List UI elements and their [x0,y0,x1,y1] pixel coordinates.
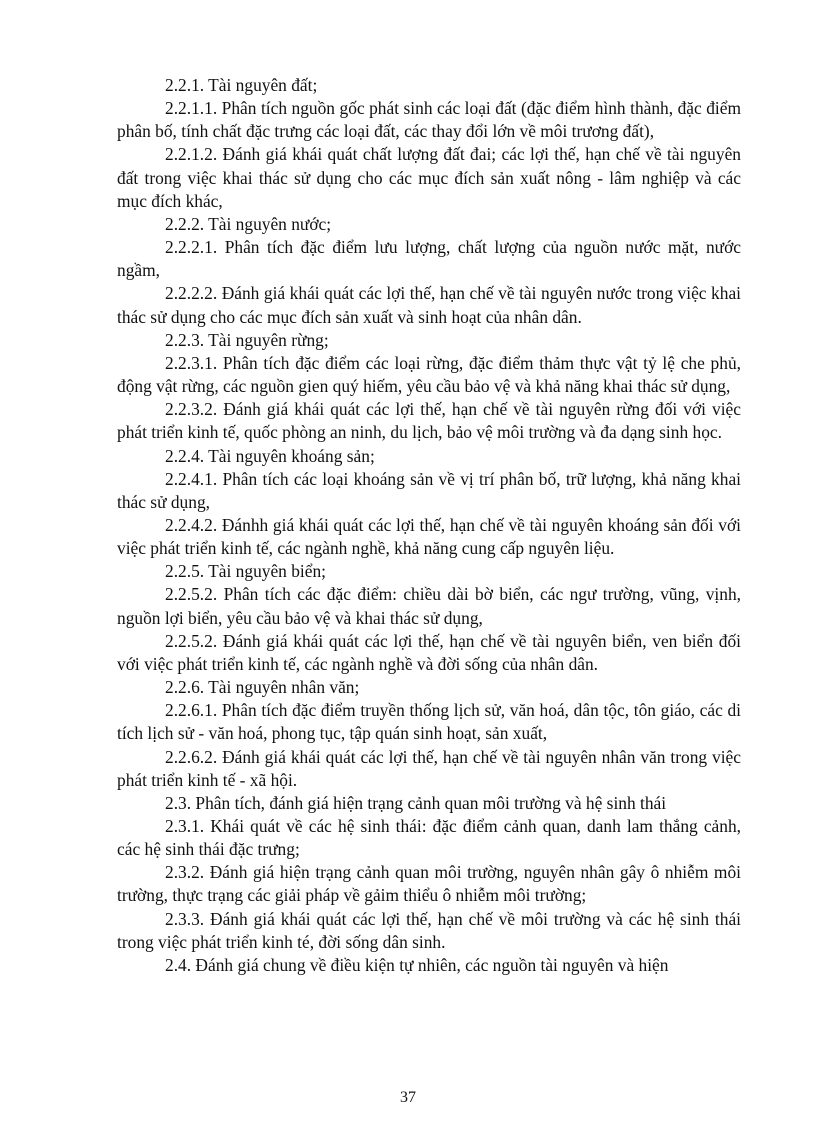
paragraph-2-4: 2.4. Đánh giá chung về điều kiện tự nhiên, các nguồn tài nguyên và hiện [165,954,669,975]
paragraph-2-2-3-heading: 2.2.3. Tài nguyên rừng; [165,329,329,350]
paragraph-2-3-heading: 2.3. Phân tích, đánh giá hiện trạng cảnh quan môi trường và hệ sinh thái [165,792,667,813]
paragraph-2-2-5-2-b: 2.2.5.2. Đánh giá khái quát các lợi thế, hạn chế về tài nguyên biển, ven biển đối với việc phát triển kinh tế, các ngành nghề và đời sống của nhân dân. [117,630,741,674]
paragraph-2-2-4-heading: 2.2.4. Tài nguyên khoáng sản; [165,445,375,466]
paragraph-2-2-6-1: 2.2.6.1. Phân tích đặc điểm truyền thống lịch sử, văn hoá, dân tộc, tôn giáo, các di tích lịch sử - văn hoá, phong tục, tập quán sinh hoạt, sản xuất, [117,700,741,744]
paragraph-2-2-4-2: 2.2.4.2. Đánhh giá khái quát các lợi thế, hạn chế về tài nguyên khoáng sản đối với việc phát triển kinh tế, các ngành nghề, khả năng cung cấp nguyên liệu. [117,514,741,559]
paragraph-2-2-2-heading: 2.2.2. Tài nguyên nước; [165,213,332,234]
paragraph-2-2-4-1: 2.2.4.1. Phân tích các loại khoáng sản về vị trí phân bố, trữ lượng, khả năng khai thác sử dụng, [117,468,741,512]
paragraph-2-2-1-1: 2.2.1.1. Phân tích nguồn gốc phát sinh các loại đất (đặc điểm hình thành, đặc điểm phân bố, tính chất đặc trưng các loại đất, các thay đổi lớn về môi trương đất), [117,98,741,142]
paragraph-2-2-1-heading: 2.2.1. Tài nguyên đất; [165,75,318,95]
paragraph-2-3-2: 2.3.2. Đánh giá hiện trạng cảnh quan môi trường, nguyên nhân gây ô nhiễm môi trường, thực trạng các giải pháp về gảim thiểu ô nhiễm môi trường; [117,862,741,906]
paragraph-2-2-5-heading: 2.2.5. Tài nguyên biển; [165,561,326,582]
paragraph-2-2-2-2: 2.2.2.2. Đánh giá khái quát các lợi thế, hạn chế về tài nguyên nước trong việc khai thác sử dụng cho các mục đích sản xuất và sinh hoạt của nhân dân. [117,283,741,327]
paragraph-2-2-6-2: 2.2.6.2. Đánh giá khái quát các lợi thế, hạn chế về tài nguyên nhân văn trong việc phát triển kinh tế - xã hội. [117,746,741,790]
page-number: 37 [400,1089,416,1106]
paragraph-2-3-1: 2.3.1. Khái quát về các hệ sinh thái: đặc điểm cảnh quan, danh lam thắng cảnh, các hệ sinh thái đặc trưng; [117,816,741,860]
paragraph-2-2-6-heading: 2.2.6. Tài nguyên nhân văn; [165,677,360,698]
paragraph-2-2-5-2-a: 2.2.5.2. Phân tích các đặc điểm: chiều dài bờ biển, các ngư trường, vũng, vịnh, nguồn lợi biển, yêu cầu bảo vệ và khai thác sử dụng, [117,584,741,628]
paragraph-2-2-3-1: 2.2.3.1. Phân tích đặc điểm các loại rừng, đặc điểm thảm thực vật tỷ lệ che phủ, động vật rừng, các nguồn gien quý hiếm, yêu cầu bảo vệ và khả năng khai thác sử dụng, [117,352,741,397]
paragraph-2-2-3-2: 2.2.3.2. Đánh giá khái quát các lợi thế, hạn chế về tài nguyên rừng đối với việc phát triển kinh tế, quốc phòng an ninh, du lịch, bảo vệ môi trường và đa dạng sinh học. [117,399,741,443]
document-body [117,74,741,977]
paragraph-2-3-3: 2.3.3. Đánh giá khái quát các lợi thế, hạn chế về môi trường và các hệ sinh thái trong việc phát triển kinh té, đời sống dân sinh. [117,908,741,952]
paragraph-2-2-1-2: 2.2.1.2. Đánh giá khái quát chất lượng đất đai; các lợi thế, hạn chế về tài nguyên đất trong việc khai thác sử dụng cho các mục đích sản xuất nông - lâm nghiệp và các mục đích khác, [117,144,741,211]
paragraph-2-2-2-1: 2.2.2.1. Phân tích đặc điểm lưu lượng, chất lượng của nguồn nước mặt, nước ngầm, [117,237,741,281]
